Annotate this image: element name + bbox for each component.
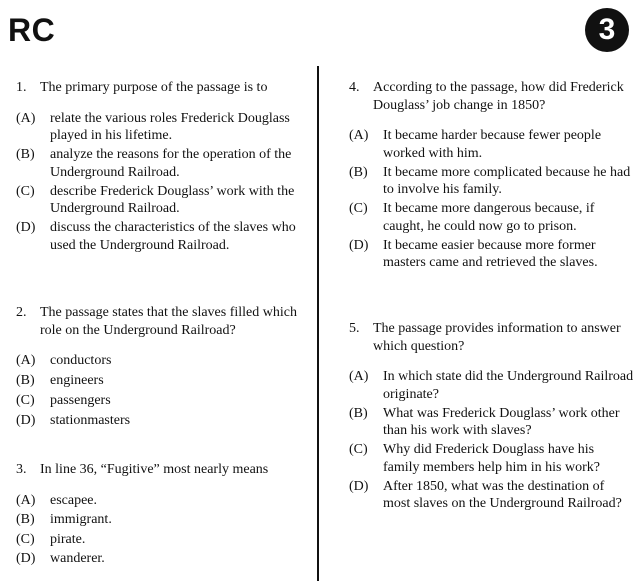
option-letter: (B) [16,512,35,527]
option-text: relate the various roles Frederick Douglass played in his lifetime. [50,110,290,143]
question-text: In line 36, “Fugitive” most nearly means [40,462,269,477]
option-text: passengers [50,393,111,408]
answer-options [16,110,301,255]
answer-option-c[interactable] [349,441,634,476]
option-text: It became harder because fewer people worked with him. [383,128,602,161]
answer-option-a[interactable] [349,127,634,162]
question-stem [349,320,634,355]
question-stem [16,79,301,97]
option-text: discuss the characteristics of the slaves who used the Underground Railroad. [50,220,296,253]
option-text: stationmasters [50,413,131,428]
answer-option-a[interactable] [349,368,634,403]
option-letter: (A) [16,492,36,508]
question-number: 1. [16,80,27,95]
question-4 [349,79,634,273]
option-letter: (B) [349,164,368,180]
option-letter: (C) [349,201,368,216]
option-letter: (D) [16,413,36,428]
option-text: describe Frederick Douglass’ work with the Underground Railroad. [50,183,295,216]
option-letter: (D) [349,478,369,494]
question-number: 2. [16,305,27,320]
question-text: The passage states that the slaves filled which role on the Underground Railroad? [40,305,297,338]
answer-options [16,352,301,430]
answer-option-d[interactable] [16,550,301,568]
question-3 [16,461,301,570]
option-text: immigrant. [50,512,112,527]
question-stem [349,79,634,114]
option-letter: (D) [349,237,369,253]
question-text: According to the passage, how did Frederick Douglass’ job change in 1850? [373,80,624,113]
question-text: The passage provides information to answer which question? [373,321,621,354]
option-text: It became easier because more former masters came and retrieved the slaves. [383,237,598,270]
option-text: escapee. [50,492,98,508]
answer-options [349,127,634,272]
option-letter: (B) [16,373,35,388]
option-text: After 1850, what was the destination of most slaves on the Underground Railroad? [383,478,622,511]
answer-option-b[interactable] [16,146,301,181]
answer-option-a[interactable] [16,352,301,370]
option-letter: (C) [16,531,35,547]
answer-option-d[interactable] [16,412,301,430]
answer-option-b[interactable] [349,405,634,440]
answer-options [16,492,301,568]
answer-option-a[interactable] [16,492,301,510]
section-title: RC [8,12,56,48]
option-text: In which state did the Underground Railroad originate? [383,369,634,402]
option-text: wanderer. [50,551,105,566]
answer-option-d[interactable] [16,219,301,254]
question-number: 3. [16,462,27,477]
question-number: 5. [349,321,360,336]
option-text: pirate. [50,531,86,547]
answer-option-b[interactable] [349,164,634,199]
option-letter: (B) [349,405,368,421]
option-letter: (B) [16,147,35,162]
option-text: Why did Frederick Douglass have his family members help him in his work? [383,442,600,475]
answer-option-a[interactable] [16,110,301,145]
option-text: It became more dangerous because, if caught, he could now go to prison. [383,201,595,234]
answer-option-b[interactable] [16,372,301,390]
question-1 [16,79,301,256]
answer-option-b[interactable] [16,511,301,529]
option-text: conductors [50,353,112,368]
answer-option-c[interactable] [16,531,301,549]
page-number-badge: 3 [585,8,629,52]
option-letter: (A) [349,369,369,384]
answer-option-c[interactable] [349,200,634,235]
question-stem [16,461,301,479]
answer-option-c[interactable] [16,392,301,410]
question-text: The primary purpose of the passage is to [40,80,268,95]
option-letter: (A) [349,128,369,143]
question-stem [16,304,301,339]
question-5 [349,320,634,514]
option-text: analyze the reasons for the operation of the Underground Railroad. [50,147,292,180]
option-letter: (D) [16,220,36,235]
answer-option-c[interactable] [16,183,301,218]
question-2 [16,304,301,432]
option-letter: (C) [349,442,368,457]
option-letter: (C) [16,393,35,408]
option-letter: (D) [16,551,36,566]
option-text: engineers [50,373,104,388]
option-letter: (C) [16,183,35,199]
question-number: 4. [349,80,360,95]
option-text: It became more complicated because he had to involve his family. [383,164,631,197]
answer-option-d[interactable] [349,237,634,272]
answer-option-d[interactable] [349,478,634,513]
column-divider [317,66,319,581]
option-letter: (A) [16,353,36,368]
option-letter: (A) [16,110,36,126]
option-text: What was Frederick Douglass’ work other than his work with slaves? [383,405,620,438]
answer-options [349,368,634,513]
